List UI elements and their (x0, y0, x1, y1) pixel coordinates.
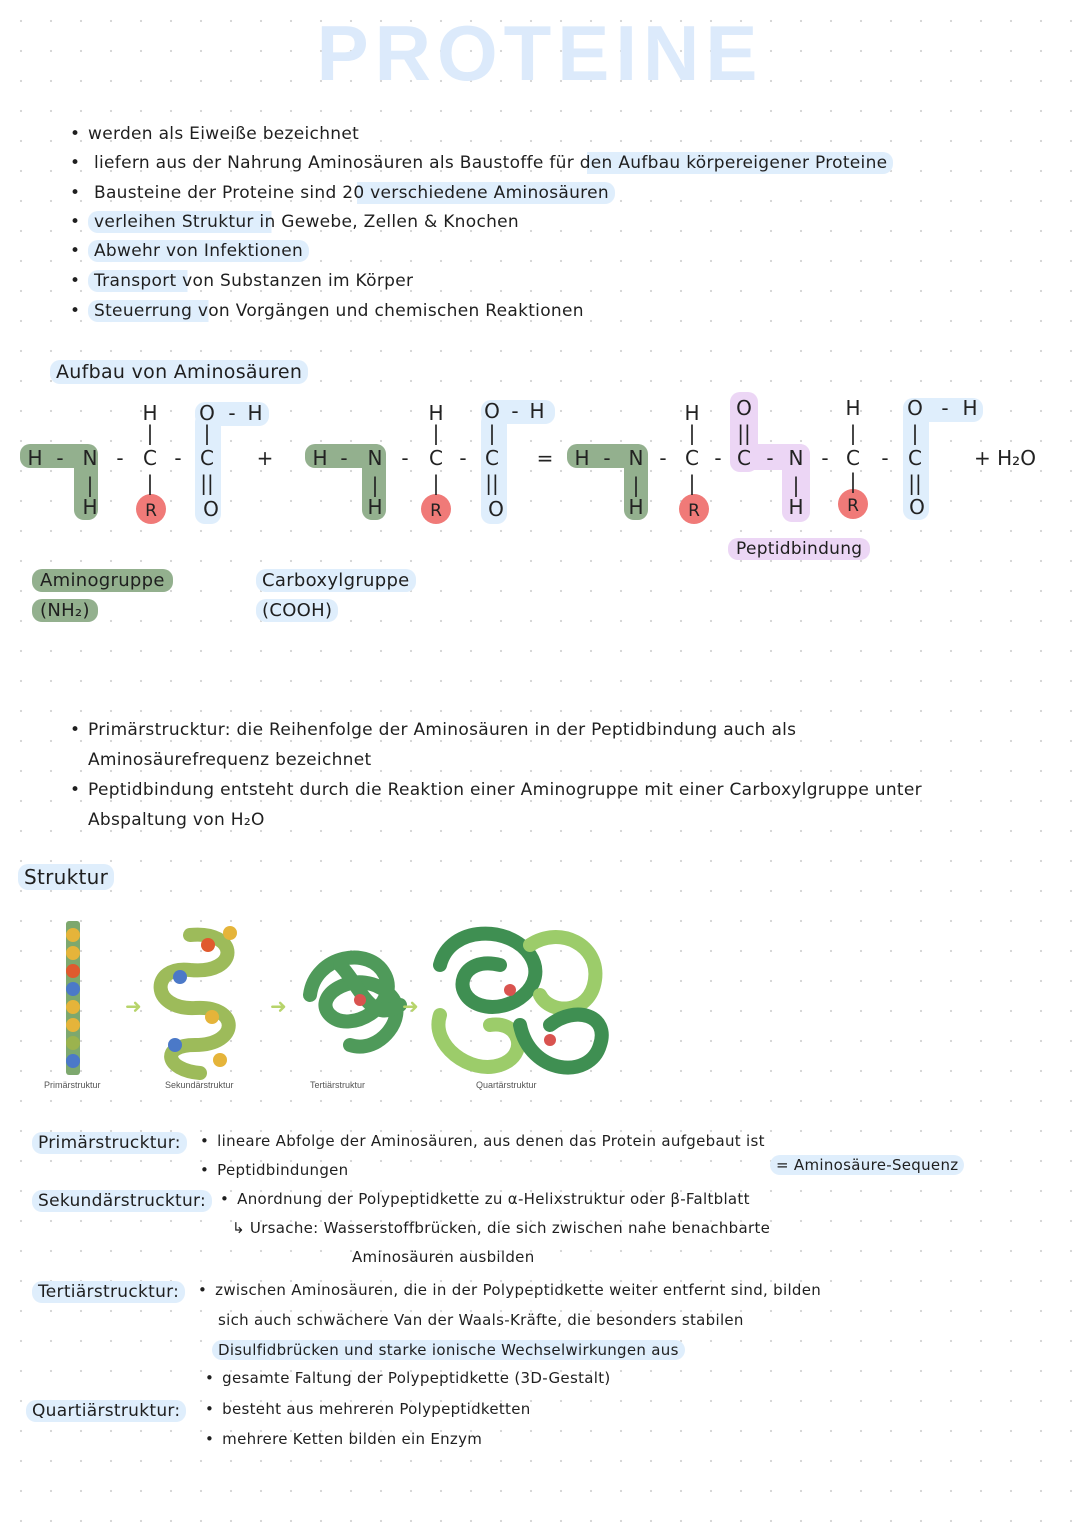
intro-bullet: • verleihen Struktur in Gewebe, Zellen & Knochen (88, 212, 525, 232)
svg-text:-: - (56, 446, 64, 470)
svg-text:➜: ➜ (402, 994, 419, 1018)
intro-bullet: • liefern aus der Nahrung Aminosäuren als Baustoffe für den Aufbau körpereigener Proteine (88, 153, 893, 173)
sekundaer-label: Sekundärstrucktur: (32, 1190, 212, 1212)
primary-note: • Peptidbindung entsteht durch die Reaktion einer Aminogruppe mit einer Carboxylgruppe unter Abspaltung von H₂O (88, 775, 948, 835)
struct-label-quaternary: Quartärstruktur (476, 1080, 537, 1090)
svg-text:|: | (488, 421, 496, 445)
amino-acid-1 (20, 401, 269, 524)
quartaer-line-2: • mehrere Ketten bilden ein Enzym (205, 1430, 482, 1448)
sekundaer-line-2: ↳ Ursache: Wasserstoffbrücken, die sich zwischen nahe benachbarte (232, 1219, 771, 1237)
sekundaer-line-3: Aminosäuren ausbilden (352, 1248, 535, 1266)
intro-bullet: • Steuerrung von Vorgängen und chemischen Reaktionen (88, 301, 590, 321)
svg-text:-: - (821, 446, 829, 470)
svg-text:N: N (788, 446, 804, 470)
svg-text:H: H (247, 401, 263, 425)
svg-text:|: | (432, 471, 440, 495)
svg-text:H: H (788, 495, 804, 519)
carboxyl-group-formula: (COOH) (256, 599, 338, 622)
svg-text:O: O (736, 396, 752, 420)
svg-text:R: R (847, 496, 859, 516)
svg-text:➜: ➜ (270, 994, 287, 1018)
svg-text:N: N (628, 446, 644, 470)
svg-text:-: - (659, 446, 667, 470)
struktur-heading: Struktur (18, 864, 114, 890)
svg-text:|: | (688, 421, 696, 445)
svg-text:|: | (849, 421, 857, 445)
svg-text:H: H (27, 446, 43, 470)
amino-acid-reaction-diagram (0, 385, 1080, 570)
svg-text:H: H (529, 399, 545, 423)
struct-label-primary: Primärstruktur (44, 1080, 101, 1090)
primary-structure-figure (66, 921, 80, 1075)
svg-text:➜: ➜ (125, 994, 142, 1018)
water-label: + H₂O (974, 446, 1036, 470)
svg-text:C: C (485, 446, 499, 470)
svg-text:R: R (430, 501, 442, 521)
svg-text:C: C (908, 446, 922, 470)
quartaer-label: Quartiärstruktur: (26, 1400, 186, 1422)
amino-group-formula: (NH₂) (32, 599, 98, 622)
svg-text:H: H (574, 446, 590, 470)
svg-text:|: | (432, 421, 440, 445)
svg-text:O: O (909, 495, 925, 519)
svg-text:-: - (941, 396, 949, 420)
svg-text:|: | (911, 421, 919, 445)
svg-text:-: - (714, 446, 722, 470)
svg-text:||: || (485, 471, 499, 495)
svg-text:R: R (145, 501, 157, 521)
svg-text:H: H (845, 396, 861, 420)
secondary-structure-figure (161, 926, 237, 1073)
svg-text:H: H (367, 495, 383, 519)
svg-text:|: | (371, 473, 379, 497)
struct-label-tertiary: Tertiärstruktur (310, 1080, 366, 1090)
intro-bullet: • Bausteine der Proteine sind 20 verschiedene Aminosäuren (88, 183, 615, 203)
svg-text:-: - (174, 446, 182, 470)
svg-text:-: - (459, 446, 467, 470)
tertiaer-line-3: Disulfidbrücken und starke ionische Wechselwirkungen aus (212, 1340, 685, 1360)
svg-text:-: - (228, 401, 236, 425)
quaternary-structure-figure (438, 934, 601, 1068)
intro-bullet: • werden als Eiweiße bezeichnet (88, 124, 359, 144)
svg-text:C: C (685, 446, 699, 470)
tertiaer-line-1: • zwischen Aminosäuren, die in der Polypeptidkette weiter entfernt sind, bilden (198, 1281, 821, 1299)
svg-text:-: - (603, 446, 611, 470)
svg-text:-: - (766, 446, 774, 470)
svg-text:C: C (846, 446, 860, 470)
svg-text:O: O (199, 401, 215, 425)
primaer-line-1: • lineare Abfolge der Aminosäuren, aus denen das Protein aufgebaut ist (200, 1132, 765, 1150)
tertiary-structure-figure (310, 958, 400, 1047)
svg-text:N: N (82, 446, 98, 470)
page-title: PROTEINE (316, 9, 764, 97)
tertiaer-line-4: • gesamte Faltung der Polypeptidkette (3D-Gestalt) (205, 1369, 611, 1387)
aufbau-heading: Aufbau von Aminosäuren (50, 360, 308, 384)
svg-text:O: O (488, 497, 504, 521)
svg-text:H: H (684, 401, 700, 425)
amino-group-label: Aminogruppe (32, 569, 173, 592)
svg-text:=: = (536, 446, 554, 470)
svg-text:-: - (881, 446, 889, 470)
svg-text:-: - (116, 446, 124, 470)
intro-bullet: • Abwehr von Infektionen (88, 241, 309, 261)
svg-text:|: | (146, 471, 154, 495)
amino-acid-2 (305, 399, 555, 524)
svg-text:H: H (628, 495, 644, 519)
carboxyl-group-label: Carboxylgruppe (256, 569, 416, 592)
svg-text:|: | (203, 421, 211, 445)
svg-text:-: - (511, 399, 519, 423)
svg-text:||: || (200, 471, 214, 495)
quartaer-line-1: • besteht aus mehreren Polypeptidketten (205, 1400, 531, 1418)
primary-note: • Primärstrucktur: die Reihenfolge der Aminosäuren in der Peptidbindung auch als Aminosäurefrequenz bezeichnet (88, 715, 928, 775)
svg-text:||: || (737, 421, 751, 445)
svg-text:C: C (143, 446, 157, 470)
tertiaer-line-2: sich auch schwächere Van der Waals-Kräfte, die besonders stabilen (218, 1311, 744, 1329)
intro-bullet: • Transport von Substanzen im Körper (88, 271, 419, 291)
svg-text:|: | (146, 421, 154, 445)
svg-text:|: | (688, 471, 696, 495)
svg-text:C: C (200, 446, 214, 470)
peptide-bond-label: Peptidbindung (728, 538, 870, 560)
protein-structure-illustration (30, 905, 630, 1100)
svg-text:H: H (312, 446, 328, 470)
svg-text:O: O (484, 399, 500, 423)
primaer-label: Primärstrucktur: (32, 1132, 187, 1154)
svg-text:|: | (849, 469, 857, 493)
svg-text:H: H (142, 401, 158, 425)
svg-text:C: C (737, 446, 751, 470)
primaer-line-2: • Peptidbindungen (200, 1161, 348, 1179)
sekundaer-line-1: • Anordnung der Polypeptidkette zu α-Helixstruktur oder β-Faltblatt (220, 1190, 750, 1208)
svg-text:|: | (792, 473, 800, 497)
svg-text:H: H (82, 495, 98, 519)
svg-text:N: N (367, 446, 383, 470)
svg-text:C: C (429, 446, 443, 470)
svg-text:|: | (632, 473, 640, 497)
svg-text:|: | (86, 473, 94, 497)
svg-text:O: O (907, 396, 923, 420)
svg-text:O: O (203, 497, 219, 521)
svg-text:-: - (401, 446, 409, 470)
svg-text:H: H (428, 401, 444, 425)
svg-text:||: || (908, 471, 922, 495)
svg-text:H: H (962, 396, 978, 420)
svg-text:R: R (688, 501, 700, 521)
dipeptide (567, 392, 983, 524)
svg-text:-: - (340, 446, 348, 470)
tertiaer-label: Tertiärstrucktur: (32, 1281, 185, 1303)
primaer-note: = Aminosäure-Sequenz (770, 1155, 964, 1175)
struct-label-secondary: Sekundärstruktur (165, 1080, 234, 1090)
svg-text:+: + (256, 446, 274, 470)
